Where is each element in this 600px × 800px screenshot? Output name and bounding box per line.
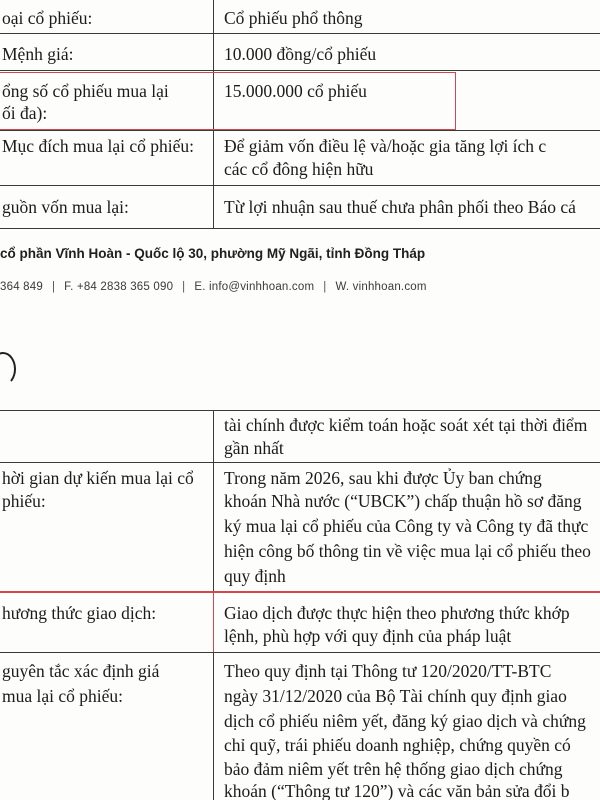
footer-separator: | [182, 281, 186, 293]
label-expected-time-line1: hời gian dự kiến mua lại cổ [2, 468, 194, 488]
table-rule [0, 185, 600, 186]
value-purpose-line1: Để giảm vốn điều lệ và/hoặc gia tăng lợi ích c [224, 136, 547, 156]
label-expected-time-line2: phiếu: [2, 491, 46, 511]
label-price-principle-line2: mua lại cổ phiếu: [2, 686, 124, 706]
value-par-value: 10.000 đồng/cổ phiếu [224, 44, 377, 64]
value-price-principle-line4: chỉ quỹ, trái phiếu doanh nghiệp, chứng quyền có [224, 735, 571, 755]
value-price-principle-line1: Theo quy định tại Thông tư 120/2020/TT-BTC [224, 661, 552, 681]
footer-separator: | [51, 281, 56, 293]
value-purpose-line2: các cổ đông hiện hữu [224, 159, 374, 179]
value-stock-type: Cổ phiếu phổ thông [224, 8, 363, 28]
table-rule [0, 410, 600, 411]
value-total-shares: 15.000.000 cổ phiếu [224, 81, 367, 101]
table-rule [0, 228, 600, 229]
footer-contact-line [0, 281, 427, 293]
value-price-principle-line3: dịch cổ phiếu niêm yết, đăng ký giao dịch và chứng [224, 711, 586, 731]
table-rule [0, 462, 600, 463]
footer-phone: 364 849 [0, 281, 43, 293]
label-par-value: Mệnh giá: [2, 44, 74, 64]
value-expected-time-line5: quy định [224, 566, 286, 586]
value-price-principle-line5: bảo đảm niêm yết trên hệ thống giao dịch chứng [224, 759, 563, 779]
table-rule [0, 33, 600, 34]
value-price-principle-line2: ngày 31/12/2020 của Bộ Tài chính quy định giao [224, 686, 567, 706]
label-stock-type: oại cổ phiếu: [2, 8, 93, 28]
label-trading-method: hương thức giao dịch: [2, 603, 157, 623]
value-funding-source: Từ lợi nhuận sau thuế chưa phân phối theo Báo cá [224, 197, 576, 217]
highlight-box-total-shares [0, 72, 456, 130]
footer-fax: F. +84 2838 365 090 [64, 281, 174, 293]
footer-separator: | [323, 281, 327, 293]
label-total-shares-line1: ổng số cổ phiếu mua lại [2, 81, 169, 101]
label-total-shares-line2: ối đa): [2, 103, 48, 123]
value-expected-time-line3: ký mua lại cổ phiếu của Công ty và Công ty đã thực [224, 516, 589, 536]
label-funding-source: guồn vốn mua lại: [2, 197, 129, 217]
footer-web: W. vinhhoan.com [335, 281, 427, 293]
value-continuation-line1: tài chính được kiểm toán hoặc soát xét tại thời điểm [224, 415, 588, 435]
label-purpose: Mục đích mua lại cổ phiếu: [2, 136, 194, 156]
value-trading-method-line2: lệnh, phù hợp với quy định của pháp luật [224, 626, 512, 646]
footer-email: E. info@vinhhoan.com [194, 281, 315, 293]
label-price-principle-line1: guyên tắc xác định giá [2, 661, 160, 681]
value-expected-time-line4: hiện công bố thông tin về việc mua lại cổ phiếu theo [224, 541, 591, 561]
value-trading-method-line1: Giao dịch được thực hiện theo phương thức khớp [224, 603, 570, 623]
footer-address: cổ phần Vĩnh Hoàn - Quốc lộ 30, phường Mỹ Ngãi, tỉnh Đồng Tháp [0, 246, 426, 261]
value-price-principle-line6: khoán (“Thông tư 120”) và các văn bản sửa đổi b [224, 781, 570, 800]
value-expected-time-line1: Trong năm 2026, sau khi được Ủy ban chứng [224, 468, 542, 488]
table-rule [0, 652, 600, 653]
table-rule [0, 70, 600, 71]
page-edge-mark [0, 352, 16, 386]
value-continuation-line2: gần nhất [224, 438, 284, 458]
table-rule [0, 130, 600, 131]
value-expected-time-line2: khoán Nhà nước (“UBCK”) chấp thuận hồ sơ đăng [224, 491, 582, 511]
